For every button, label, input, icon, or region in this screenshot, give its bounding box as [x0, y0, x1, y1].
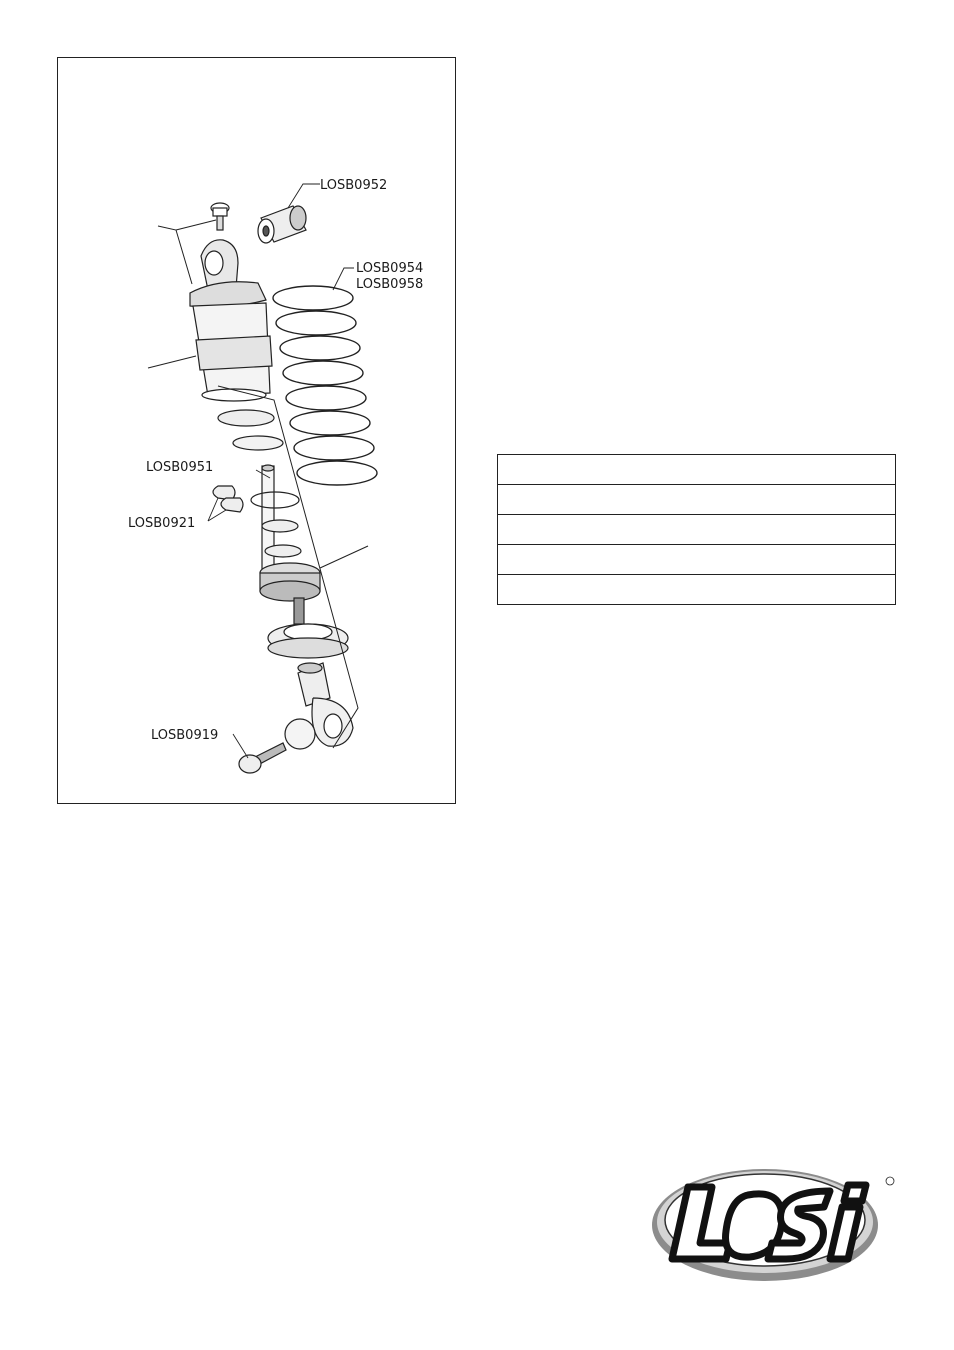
table-row: [498, 575, 896, 605]
label-losb0958: LOSB0958: [356, 277, 424, 292]
bottom-screw: [239, 743, 286, 773]
o-ring: [251, 492, 299, 508]
pivot-ball: [285, 719, 315, 749]
label-losb0954: LOSB0954: [356, 261, 424, 276]
o-ring: [262, 520, 298, 532]
table-cell: [498, 485, 896, 515]
losi-logo: [650, 1165, 900, 1285]
table-cell: [498, 545, 896, 575]
table-row: [498, 485, 896, 515]
washer-disc: [233, 436, 283, 450]
table-row: [498, 455, 896, 485]
o-ring: [265, 545, 301, 557]
piston-disc: [218, 410, 274, 426]
cap-bushing: [258, 206, 306, 243]
label-losb0952: LOSB0952: [320, 178, 388, 193]
table-cell: [498, 515, 896, 545]
shock-body: [193, 303, 272, 401]
shock-cap-eye: [190, 240, 266, 307]
label-losb0921: LOSB0921: [128, 516, 196, 531]
label-losb0919: LOSB0919: [151, 728, 219, 743]
registered-mark-icon: [886, 1177, 894, 1185]
spec-table: [497, 454, 896, 605]
shock-parts-drawing: [58, 58, 457, 805]
exploded-shock-diagram: [57, 57, 456, 804]
table-row: [498, 545, 896, 575]
spring-collar: [260, 563, 320, 624]
table-cell: [498, 455, 896, 485]
table-cell: [498, 575, 896, 605]
table-row: [498, 515, 896, 545]
top-cap-screw: [211, 203, 229, 230]
label-losb0951: LOSB0951: [146, 460, 214, 475]
